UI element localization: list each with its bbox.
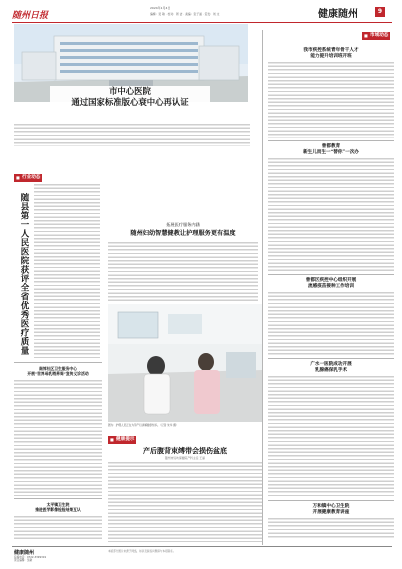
lead-title-block xyxy=(50,86,210,120)
mid-subtitle: 拓展医疗服务内涵 xyxy=(166,222,200,227)
lead-title: 市中心医院 通过国家标准版心衰中心再认证 xyxy=(71,86,189,107)
right-tag: ■ 市域动态 xyxy=(362,32,390,40)
divider xyxy=(268,358,394,359)
editor-line: 编辑：吴 敏 · 校对：周 洁 · 美编：张子涵 · 签发：刘 文 xyxy=(150,12,220,16)
lead-body xyxy=(14,124,250,146)
right-article-5-title: 万和镇中心卫生院 开展健康教育讲座 xyxy=(312,504,350,515)
right-article-4-title: 广水一医院成功开展 乳腺癌保乳手术 xyxy=(310,362,352,373)
right-article-3-title: 曾都区疾控中心组织开展 流感疫苗接种工作培训 xyxy=(305,278,357,289)
left-tag: ■ 行业动态 xyxy=(14,174,42,182)
bottom-tag: ■ 健康提示 xyxy=(108,436,136,444)
left-article-2-body xyxy=(14,516,102,540)
left-column-body xyxy=(34,184,100,360)
mid-photo xyxy=(108,304,262,422)
left-vertical-title: 随县第一人民医院获评全省优秀医疗质量 xyxy=(19,193,29,355)
bottom-body xyxy=(108,462,262,542)
date-line: 2024年1月4日 xyxy=(150,6,171,10)
divider xyxy=(268,274,394,275)
right-article-4-body xyxy=(268,376,394,498)
mid-photo-caption: 图为：护理人员正在为孕产妇讲解健康知识。（记者 朱华 摄） xyxy=(108,424,179,427)
footer-notice: 本版部分图片来源于网络，如涉及版权问题请与本报联系。 xyxy=(108,550,176,553)
right-article-2-body xyxy=(268,158,394,272)
right-article-5-body xyxy=(268,518,394,538)
divider xyxy=(268,140,394,141)
footer-rule xyxy=(12,546,392,547)
mid-body xyxy=(108,242,258,302)
bottom-title: 产后腹背束缚带会损伤盆底 xyxy=(143,446,227,455)
divider xyxy=(14,362,102,363)
right-article-2-title: 曾都教育 新生儿而生一“替你”一次办 xyxy=(303,144,359,155)
divider xyxy=(268,500,394,501)
masthead-rule xyxy=(12,22,392,23)
bottom-author: 随州市妇幼保健院产科主任 王丽 xyxy=(164,456,206,460)
left-article-1-title: 南郊社区卫生服务中心 开展“世界母乳喂养周”宣传义诊活动 xyxy=(27,366,89,377)
divider xyxy=(14,498,102,499)
footer-contact: 投稿电话：0722-3399319 责任编辑：吴敏 xyxy=(14,556,47,563)
logo-text: 随州日报 xyxy=(12,11,49,21)
section-title: 健康随州 xyxy=(318,9,358,20)
mid-title: 随州妇幼智慧健教让护理服务更有温度 xyxy=(130,230,236,237)
right-article-1-title: 我市疾控系统青年骨干人才 能力提升培训班开班 xyxy=(303,48,359,59)
left-article-1-body xyxy=(14,380,102,496)
footer-brand: 健康随州 xyxy=(14,550,35,556)
right-article-3-body xyxy=(268,292,394,356)
left-article-2-title: 太平镇卫生院 推进医学影像检验结果互认 xyxy=(35,502,81,513)
column-divider xyxy=(262,30,263,545)
right-article-1-body xyxy=(268,62,394,138)
page-number: 9 xyxy=(375,7,385,17)
